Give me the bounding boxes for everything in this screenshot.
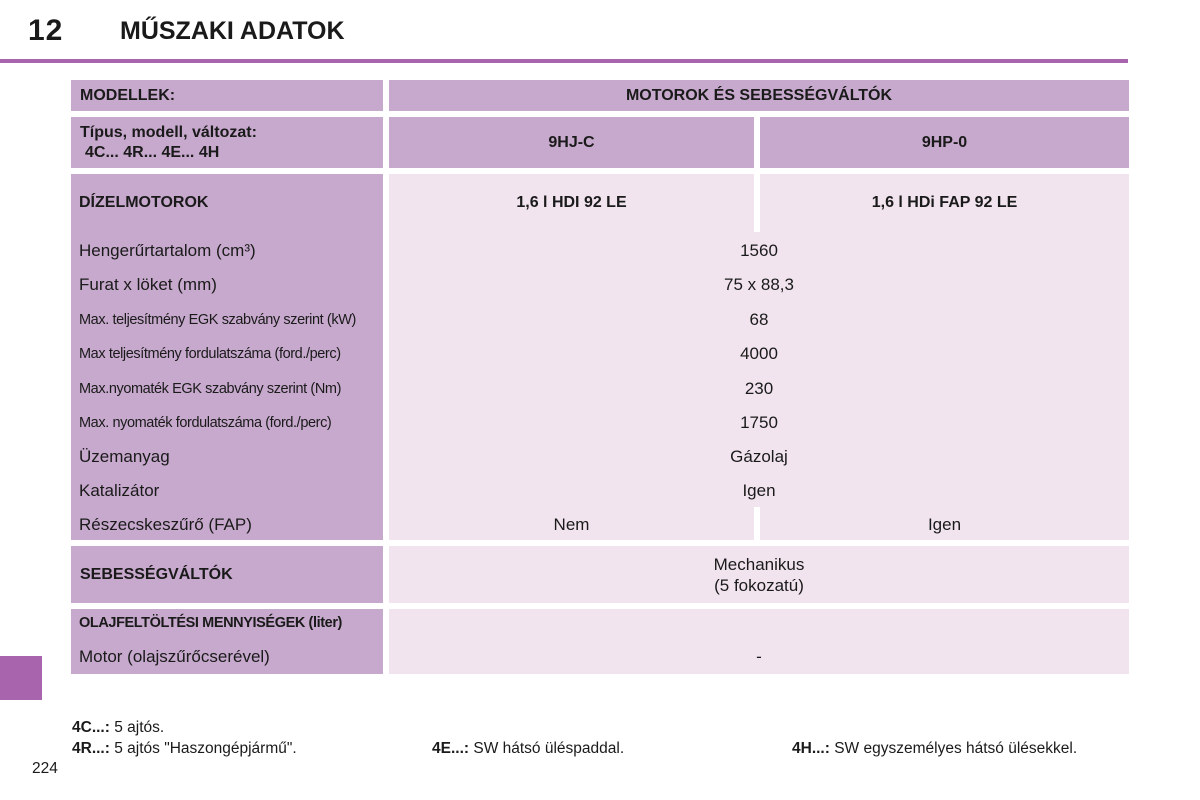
spec-value-torque-rpm: 1750 (740, 413, 778, 432)
gearbox-value-cell (389, 546, 1129, 603)
spec-value-fap-1: Nem (553, 515, 590, 534)
spec-label-max-torque: Max.nyomaték EGK szabvány szerint (Nm) (79, 381, 341, 397)
variant-2-cell (760, 117, 1129, 168)
footnote-4c-text: 5 ajtós. (114, 719, 165, 736)
variant-2-label: 9HP-0 (921, 133, 968, 151)
footnote-4r (72, 740, 297, 758)
footnote-4c-code: 4C...: (72, 719, 110, 736)
type-label-line2: 4C... 4R... 4E... 4H (85, 143, 220, 161)
spec-value-max-torque: 230 (744, 379, 774, 398)
spec-label-power-rpm: Max teljesítmény fordulatszáma (ford./perc) (79, 346, 341, 362)
gearbox-label-cell (71, 546, 383, 603)
footnote-4h (792, 740, 1077, 758)
spec-label-bore-stroke: Furat x löket (mm) (79, 275, 217, 294)
oil-section-label: OLAJFELTÖLTÉSI MENNYISÉGEK (liter) (79, 615, 342, 631)
engine-1-label: 1,6 l HDI 92 LE (516, 194, 627, 211)
gearbox-value-line1: Mechanikus (713, 554, 805, 574)
spec-value-fuel: Gázolaj (730, 447, 788, 466)
spec-value-bore-stroke: 75 x 88,3 (724, 275, 794, 294)
gearbox-label: SEBESSÉGVÁLTÓK (80, 565, 233, 583)
spec-label-fap: Részecskeszűrő (FAP) (79, 515, 252, 534)
engine-2-label: 1,6 l HDi FAP 92 LE (871, 194, 1018, 211)
variant-1-cell (389, 117, 754, 168)
spec-value-max-power: 68 (749, 310, 769, 329)
oil-row-value: - (756, 647, 762, 666)
page-number: 224 (32, 760, 58, 777)
engines-header-cell (389, 80, 1129, 111)
spec-value-catalyst: Igen (742, 481, 776, 500)
spec-value-fap-2: Igen (927, 515, 962, 534)
footnote-4c (72, 719, 164, 737)
spec-value-power-rpm: 4000 (740, 344, 778, 363)
oil-row-label: Motor (olajszűrőcserével) (79, 647, 270, 666)
spec-label-max-power: Max. teljesítmény EGK szabvány szerint (kW) (79, 312, 356, 328)
header-divider (0, 59, 1128, 63)
models-label: MODELLEK: (80, 86, 176, 104)
spec-label-fuel: Üzemanyag (79, 447, 170, 466)
gearbox-value-line2: (5 fokozatú) (714, 575, 804, 595)
engines-header-label: MOTOROK ÉS SEBESSÉGVÁLTÓK (625, 86, 893, 104)
page-title: MŰSZAKI ADATOK (120, 17, 345, 45)
footnote-4e-text: SW hátsó üléspaddal. (473, 740, 625, 757)
spec-value-displacement: 1560 (740, 241, 778, 260)
spec-label-catalyst: Katalizátor (79, 481, 160, 500)
type-label-line1: Típus, modell, változat: (80, 123, 257, 141)
footnote-4e-code: 4E...: (432, 740, 470, 757)
variant-1-label: 9HJ-C (548, 133, 595, 151)
models-header-cell (71, 80, 383, 111)
footnote-4r-text: 5 ajtós "Haszongépjármű". (114, 740, 297, 757)
footnote-4r-code: 4R...: (72, 740, 110, 757)
spec-label-torque-rpm: Max. nyomaték fordulatszáma (ford./perc) (79, 415, 332, 431)
diesel-section-label: DÍZELMOTOROK (79, 194, 209, 211)
chapter-side-tab (0, 656, 42, 700)
footnote-4h-text: SW egyszemélyes hátsó ülésekkel. (834, 740, 1078, 757)
spec-label-displacement: Hengerűrtartalom (cm³) (79, 241, 256, 260)
chapter-number: 12 (28, 14, 64, 47)
footnote-4h-code: 4H...: (792, 740, 830, 757)
footnote-4e (432, 740, 624, 758)
type-label-cell (71, 117, 383, 168)
